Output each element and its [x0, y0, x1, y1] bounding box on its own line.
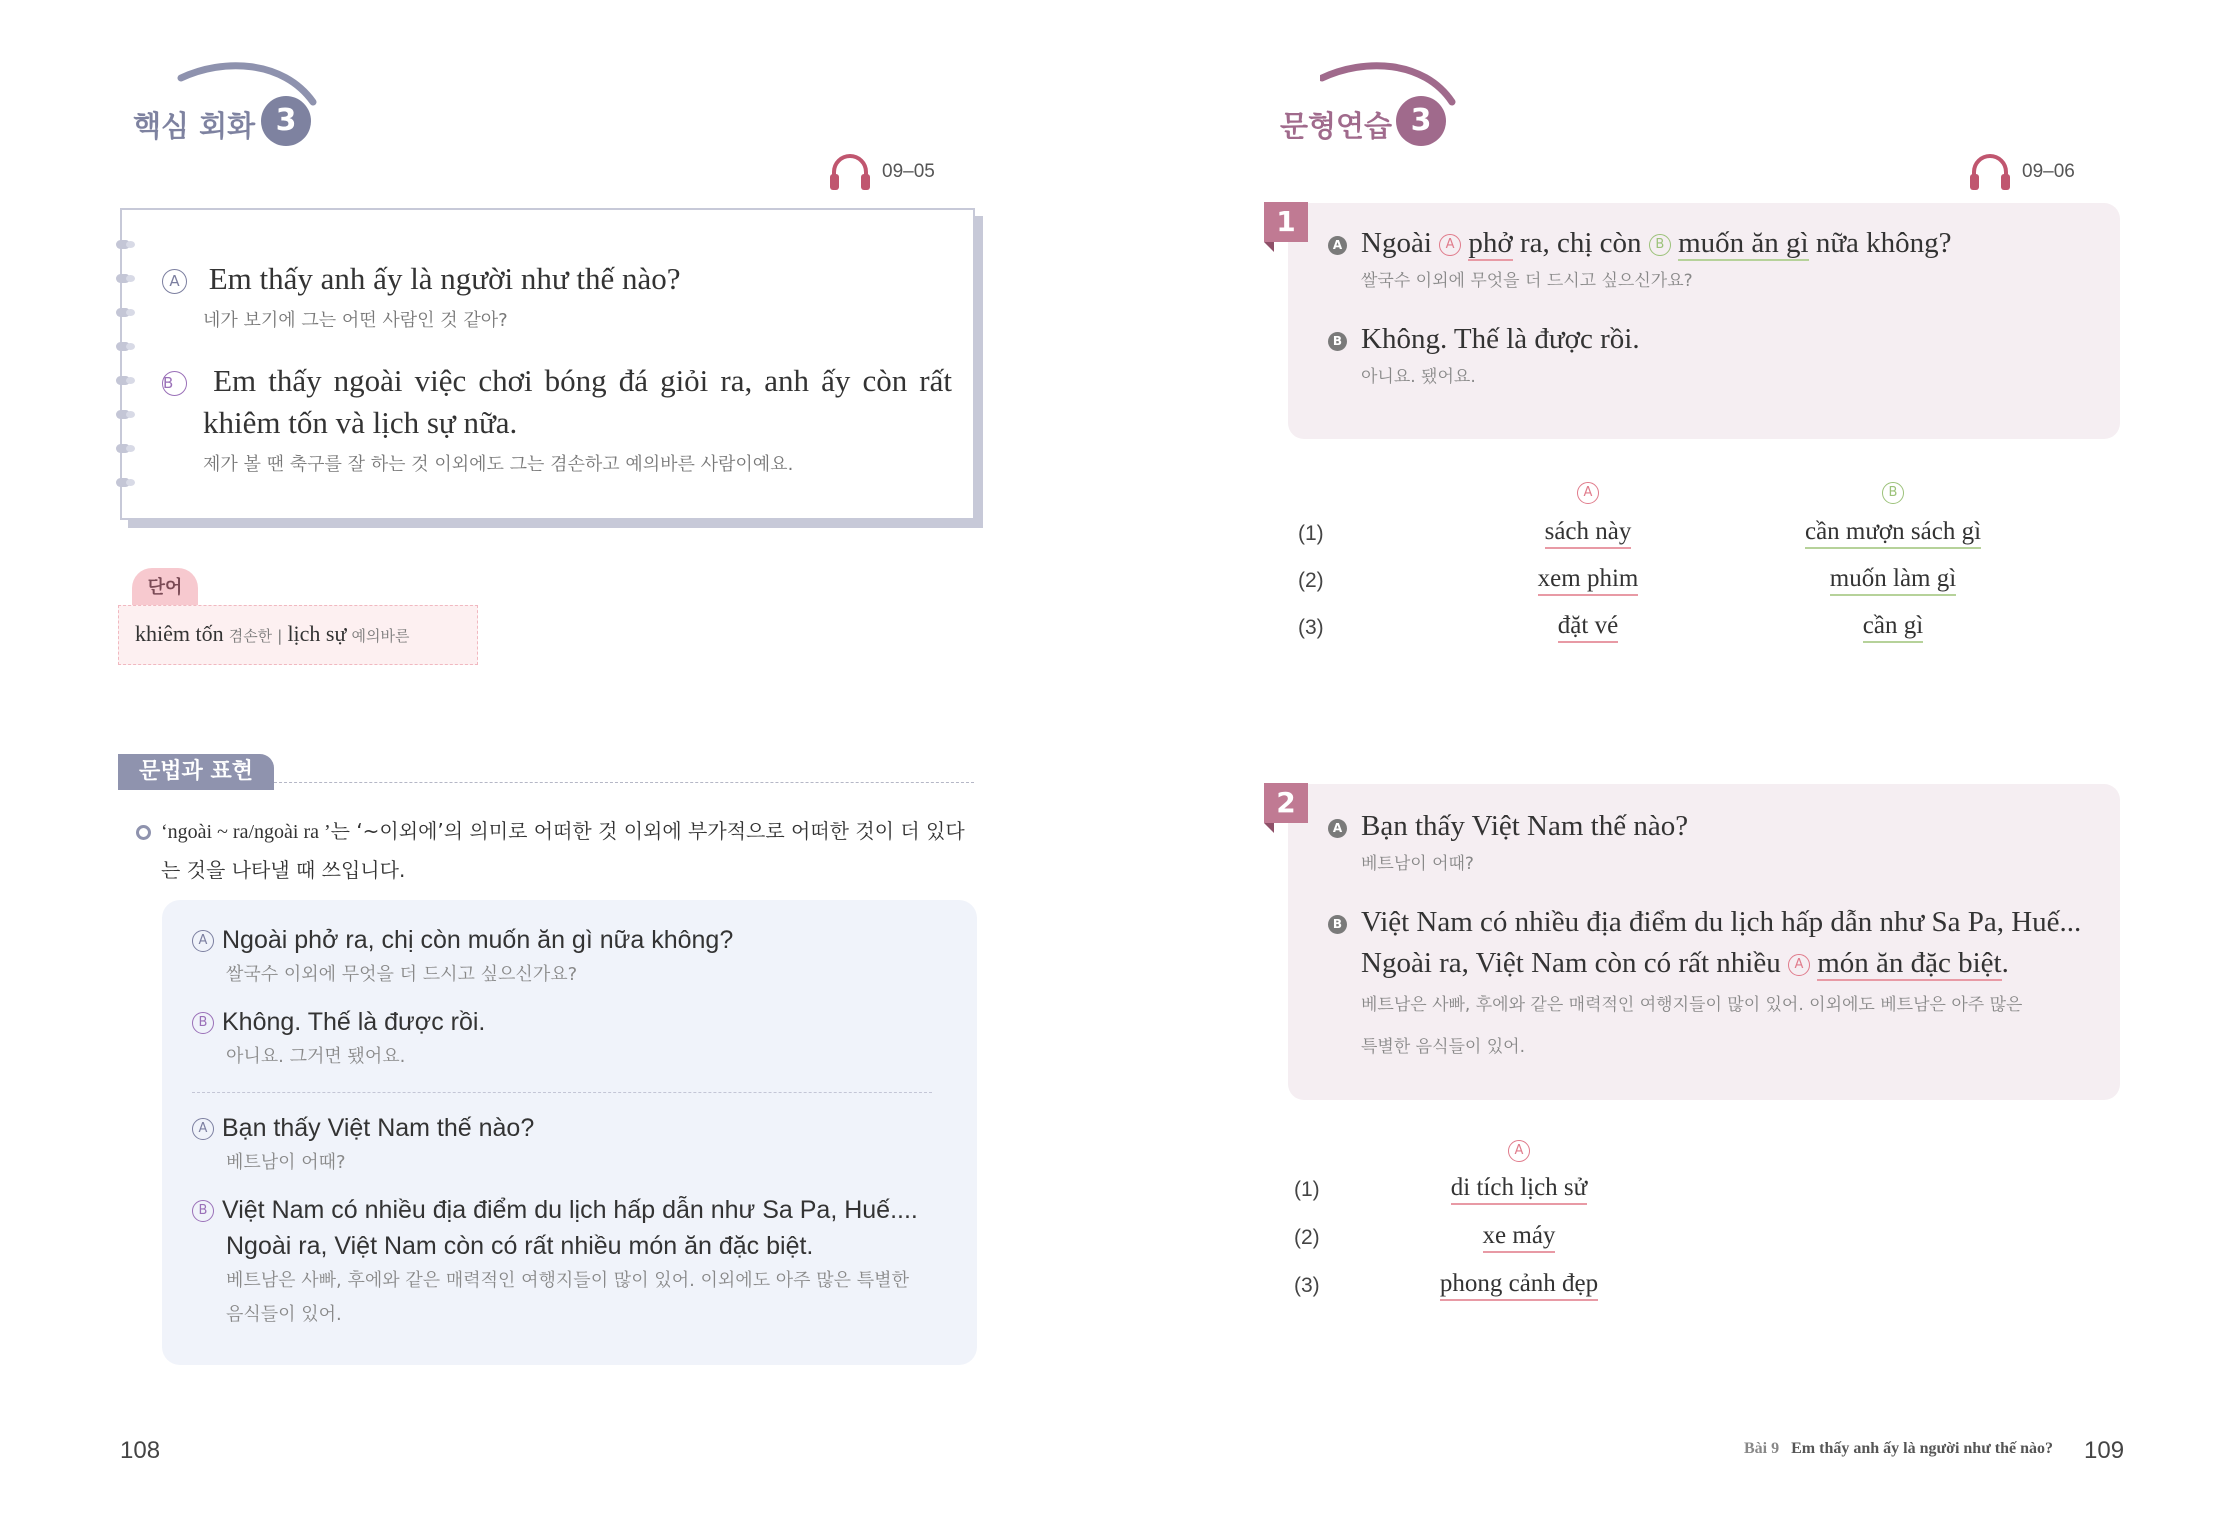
- track-number: 09–06: [2022, 161, 2075, 182]
- ex2-a-kr: 베트남이 어때?: [1361, 854, 1474, 874]
- row-slot-a: di tích lịch sử: [1451, 1174, 1587, 1205]
- vocab-tab: 단어: [132, 568, 198, 608]
- audio-track[interactable]: [828, 152, 935, 192]
- substitution-table-1: [1298, 478, 1998, 658]
- speaker-a-marker: A: [1328, 819, 1347, 838]
- binder-ring: [116, 478, 130, 487]
- example-divider: [192, 1092, 932, 1093]
- speaker-b-marker: B: [162, 371, 187, 396]
- exercise-1-line-a: [1328, 223, 1952, 299]
- row-slot-b: muốn làm gì: [1830, 565, 1956, 596]
- row-number: (3): [1294, 1274, 1320, 1297]
- speaker-a-marker: A: [1328, 236, 1347, 255]
- section-header: [133, 62, 393, 152]
- line-a-kr: 네가 보기에 그는 어떤 사람인 것 같아?: [203, 310, 508, 331]
- speaker-a-marker: A: [162, 269, 187, 294]
- row-slot-a: sách này: [1545, 518, 1632, 549]
- binder-ring: [116, 376, 130, 385]
- column-a-marker: A: [1508, 1140, 1530, 1162]
- ex2-b-pre: Ngoài ra, Việt Nam còn có rất nhiều: [1361, 947, 1781, 979]
- vocab-word: lịch sự: [287, 621, 347, 646]
- line-b-viet-2: khiêm tốn và lịch sự nữa.: [203, 405, 518, 440]
- footer-running-title: [1744, 1440, 2053, 1458]
- example-item: [192, 922, 952, 992]
- row-number: (2): [1298, 569, 1324, 592]
- substitution-table-2: [1294, 1136, 1694, 1316]
- ex1-a-pre: Ngoài: [1361, 227, 1432, 259]
- row-slot-a: xem phim: [1538, 565, 1639, 596]
- left-page: [0, 0, 1110, 1518]
- section-number: 3: [261, 96, 311, 146]
- ex2-b-kr-1: 베트남은 사빠, 후에와 같은 매력적인 여행지들이 많이 있어. 이외에도 베트남은 아주 많은: [1361, 995, 2023, 1015]
- ex1-a-slot-a: phở: [1468, 227, 1513, 259]
- grammar-note: [136, 812, 986, 889]
- binder-ring: [116, 342, 130, 351]
- binder-ring: [116, 240, 130, 249]
- example-viet: Ngoài phở ra, chị còn muốn ăn gì nữa không?: [222, 926, 734, 954]
- vocab-meaning: 겸손한: [228, 627, 273, 645]
- ex2-b-viet-1: Việt Nam có nhiều địa điểm du lịch hấp dẫn như Sa Pa, Huế...: [1361, 906, 2082, 938]
- audio-track[interactable]: [1968, 152, 2075, 192]
- exercise-2-line-a: [1328, 806, 1688, 882]
- grammar-divider: [274, 782, 974, 783]
- example-kr-cont: 음식들이 있어.: [226, 1304, 342, 1325]
- exercise-number: 2: [1264, 783, 1308, 823]
- ex2-a-viet: Bạn thấy Việt Nam thế nào?: [1361, 810, 1689, 842]
- footer-lesson: Bài 9: [1744, 1440, 1780, 1457]
- speaker-b-marker: B: [1328, 915, 1347, 934]
- binder-ring: [116, 274, 130, 283]
- ex1-b-kr: 아니요. 됐어요.: [1361, 367, 1476, 387]
- example-kr: 쌀국수 이외에 무엇을 더 드시고 싶으신가요?: [226, 964, 578, 985]
- exercise-2-line-b: [1328, 902, 2081, 1068]
- slot-a-marker: A: [1439, 234, 1461, 256]
- row-slot-b: cần mượn sách gì: [1805, 518, 1981, 549]
- example-viet: Không. Thế là được rồi.: [222, 1008, 486, 1036]
- ex2-b-post: .: [2001, 947, 2009, 979]
- speaker-a-marker: A: [192, 1118, 214, 1140]
- example-box: [162, 900, 977, 1365]
- headphones-icon: [1968, 152, 2012, 192]
- grammar-note-line-1: 는 ‘~이외에’의 의미로 어떠한 것 이외에 부가적으로 어떠한 것이 더 있다: [330, 819, 965, 843]
- headphones-icon: [828, 152, 872, 192]
- grammar-note-line-2: 는 것을 나타낼 때 쓰입니다.: [161, 858, 406, 882]
- ex2-b-kr-2: 특별한 음식들이 있어.: [1361, 1037, 1526, 1057]
- track-number: 09–05: [882, 161, 935, 182]
- right-page: [1110, 0, 2221, 1518]
- line-b-kr: 제가 볼 땐 축구를 잘 하는 것 이외에도 그는 겸손하고 예의바른 사람이예요.: [203, 454, 794, 475]
- section-header: [1280, 62, 1540, 152]
- vocab-separator: |: [277, 627, 283, 645]
- speaker-b-marker: B: [192, 1012, 214, 1034]
- row-number: (3): [1298, 616, 1324, 639]
- row-number: (1): [1298, 522, 1324, 545]
- ex1-a-slot-b: muốn ăn gì: [1678, 227, 1809, 259]
- speaker-b-marker: B: [192, 1200, 214, 1222]
- bullet-icon: [136, 825, 151, 840]
- footer-title: Em thấy anh ấy là người như thế nào?: [1791, 1440, 2054, 1457]
- page-number: 108: [120, 1437, 161, 1464]
- dialogue-line-b: [162, 360, 952, 476]
- example-kr: 베트남은 사빠, 후에와 같은 매력적인 여행지들이 많이 있어. 이외에도 아주 많은 특별한: [226, 1270, 909, 1291]
- exercise-2-card: [1288, 784, 2120, 1100]
- line-b-viet-1: Em thấy ngoài việc chơi bóng đá giỏi ra, anh ấy còn rất: [213, 363, 952, 398]
- vocab-meaning: 예의바른: [351, 627, 410, 645]
- binder-ring: [116, 444, 130, 453]
- ex1-b-viet: Không. Thế là được rồi.: [1361, 323, 1640, 355]
- line-a-viet: Em thấy anh ấy là người như thế nào?: [208, 261, 681, 296]
- exercise-1-card: [1288, 203, 2120, 439]
- section-number: 3: [1396, 96, 1446, 146]
- row-slot-a: phong cảnh đẹp: [1440, 1270, 1598, 1301]
- slot-a-marker: A: [1788, 954, 1810, 976]
- page-number: 109: [2084, 1437, 2125, 1464]
- grammar-pattern: ‘ngoài ~ ra/ngoài ra ’: [161, 821, 331, 843]
- slot-b-marker: B: [1649, 234, 1671, 256]
- vocab-word: khiêm tốn: [135, 621, 224, 646]
- speaker-b-marker: B: [1328, 332, 1347, 351]
- example-viet: Việt Nam có nhiều địa điểm du lịch hấp dẫn như Sa Pa, Huế....: [222, 1196, 918, 1224]
- row-slot-a: đặt vé: [1558, 612, 1618, 643]
- example-viet: Bạn thấy Việt Nam thế nào?: [222, 1114, 535, 1142]
- exercise-number: 1: [1264, 202, 1308, 242]
- ex2-b-slot-a: món ăn đặc biệt: [1817, 947, 2002, 979]
- row-number: (2): [1294, 1226, 1320, 1249]
- example-kr: 베트남이 어때?: [226, 1152, 346, 1173]
- example-item: [192, 1110, 952, 1180]
- ex1-a-mid: ra, chị còn: [1519, 227, 1642, 259]
- column-a-marker: A: [1577, 482, 1599, 504]
- row-slot-b: cần gì: [1863, 612, 1923, 643]
- row-number: (1): [1294, 1178, 1320, 1201]
- example-item: [192, 1004, 952, 1074]
- binder-ring: [116, 410, 130, 419]
- section-title: 핵심 회화: [133, 109, 256, 143]
- exercise-1-line-b: [1328, 319, 1640, 395]
- ex1-a-kr: 쌀국수 이외에 무엇을 더 드시고 싶으신가요?: [1361, 271, 1693, 291]
- example-item: [192, 1192, 952, 1332]
- example-viet-cont: Ngoài ra, Việt Nam còn có rất nhiều món ăn đặc biệt.: [226, 1232, 814, 1260]
- grammar-tab: 문법과 표현: [118, 754, 274, 790]
- binder-ring: [116, 308, 130, 317]
- ex1-a-post: nữa không?: [1815, 227, 1952, 259]
- dialogue-line-a: [162, 258, 952, 332]
- column-b-marker: B: [1882, 482, 1904, 504]
- speaker-a-marker: A: [192, 930, 214, 952]
- dialogue-card: [120, 208, 975, 520]
- row-slot-a: xe máy: [1483, 1222, 1556, 1253]
- example-kr: 아니요. 그거면 됐어요.: [226, 1046, 406, 1067]
- section-title: 문형연습: [1280, 109, 1393, 143]
- vocab-box: [118, 605, 478, 665]
